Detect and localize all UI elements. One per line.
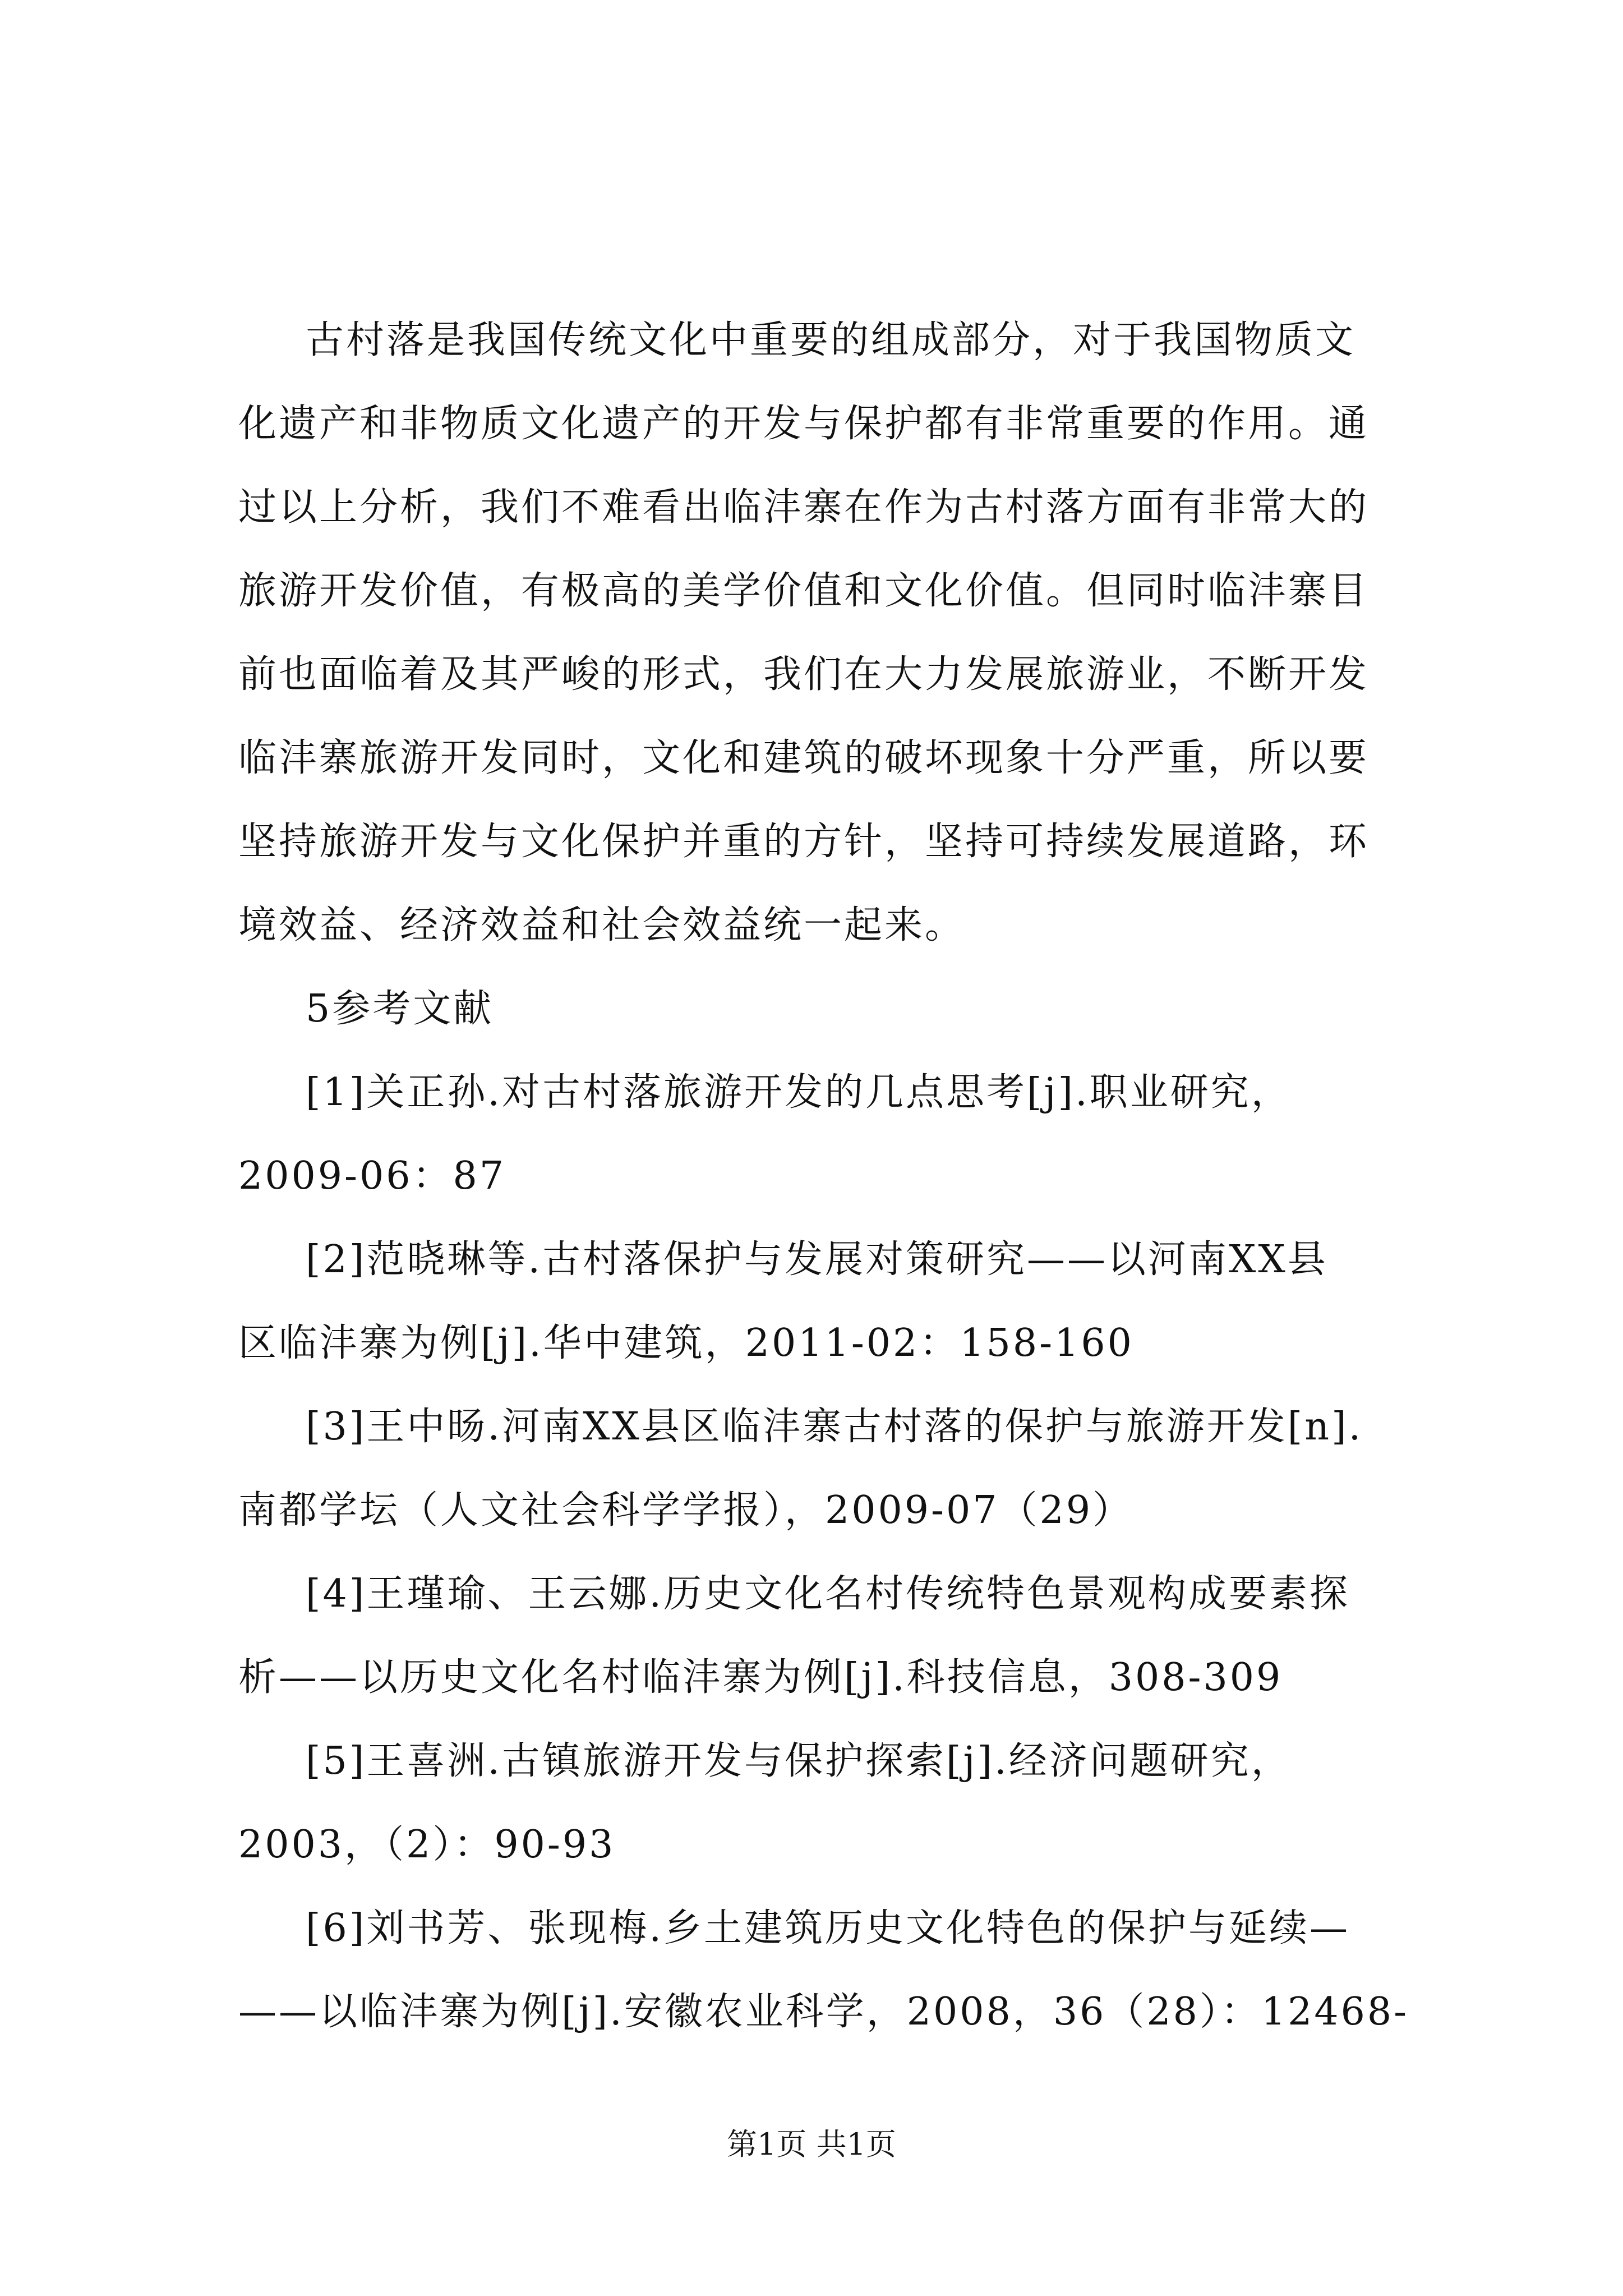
reference-line: [5]王喜洲.古镇旅游开发与保护探索[j].经济问题研究， (306, 1739, 1292, 1783)
paragraph-line: 古村落是我国传统文化中重要的组成部分，对于我国物质文 (306, 318, 1356, 362)
paragraph-line: 前也面临着及其严峻的形式，我们在大力发展旅游业，不断开发 (238, 652, 1370, 697)
page-footer: 第1页 共1页 (727, 2127, 896, 2162)
reference-line: ——以临沣寨为例[j].安徽农业科学，2008，36（28）：12468- (238, 1990, 1409, 2034)
reference-line: [1]关正孙.对古村落旅游开发的几点思考[j].职业研究， (306, 1070, 1292, 1115)
paragraph-line: 临沣寨旅游开发同时，文化和建筑的破坏现象十分严重，所以要 (238, 736, 1370, 780)
paragraph-line: 旅游开发价值，有极高的美学价值和文化价值。但同时临沣寨目 (238, 569, 1370, 613)
paragraph-line: 境效益、经济效益和社会效益统一起来。 (238, 903, 966, 947)
reference-line: [6]刘书芳、张现梅.乡土建筑历史文化特色的保护与延续— (306, 1906, 1350, 1950)
reference-line: 2009-06：87 (238, 1154, 506, 1198)
reference-line: 区临沣寨为例[j].华中建筑，2011-02：158-160 (238, 1321, 1134, 1365)
section-heading: 5参考文献 (306, 987, 494, 1031)
paragraph-line: 坚持旅游开发与文化保护并重的方针，坚持可持续发展道路，环 (238, 820, 1370, 864)
reference-line: [4]王瑾瑜、王云娜.历史文化名村传统特色景观构成要素探 (306, 1572, 1350, 1616)
document-body (238, 298, 1416, 2054)
paragraph-line: 化遗产和非物质文化遗产的开发与保护都有非常重要的作用。通 (238, 402, 1370, 446)
paragraph-line: 过以上分析，我们不难看出临沣寨在作为古村落方面有非常大的 (238, 485, 1370, 530)
reference-line: 南都学坛（人文社会科学学报），2009-07（29） (238, 1488, 1133, 1533)
reference-line: [3]王中旸.河南XX县区临沣寨古村落的保护与旅游开发[n]. (306, 1405, 1363, 1449)
reference-line: 析——以历史文化名村临沣寨为例[j].科技信息，308-309 (238, 1655, 1283, 1700)
reference-line: 2003，（2）：90-93 (238, 1823, 616, 1867)
reference-line: [2]范晓琳等.古村落保护与发展对策研究——以河南XX县 (306, 1237, 1328, 1282)
